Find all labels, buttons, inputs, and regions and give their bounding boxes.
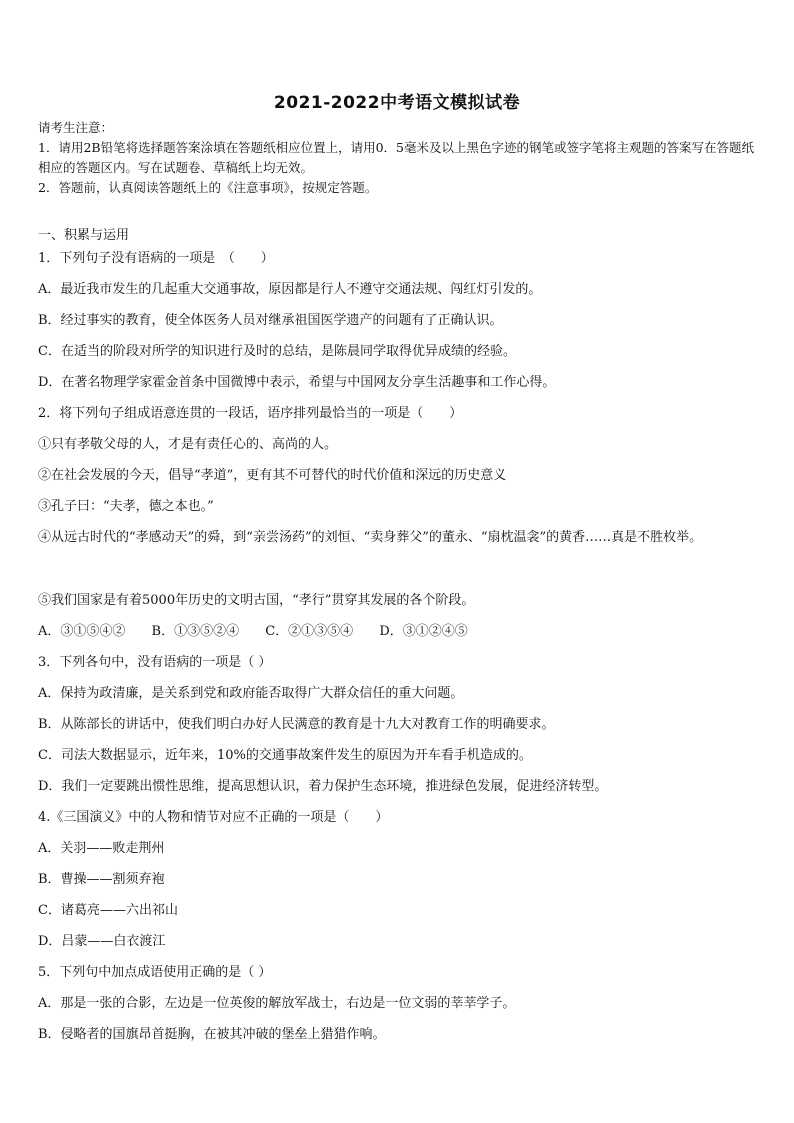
question-2-options xyxy=(38,622,762,642)
notice-item: 2．答题前，认真阅读答题纸上的《注意事项》，按规定答题。 xyxy=(38,180,378,195)
question-2-sentence-3: ③孔子曰：“夫孝，德之本也。” xyxy=(38,499,214,514)
question-3-option-c: C．司法大数据显示，近年来，10%的交通事故案件发生的原因为开车看手机造成的。 xyxy=(38,748,532,763)
question-4-option-b: B．曹操——割须弃袍 xyxy=(38,872,165,887)
question-4-option-d: D．吕蒙——白衣渡江 xyxy=(38,934,166,949)
question-5-option-b: B．侵略者的国旗昂首挺胸，在被其冲破的堡垒上猎猎作响。 xyxy=(38,1027,386,1042)
question-4-option-a: A．关羽——败走荆州 xyxy=(38,841,165,856)
section-heading: 一、积累与运用 xyxy=(38,228,130,243)
question-5-stem: 5．下列句中加点成语使用正确的是（ ） xyxy=(38,965,272,980)
question-2-stem: 2．将下列句子组成语意连贯的一段话，语序排列最恰当的一项是（ ） xyxy=(38,406,463,421)
question-3-stem: 3．下列各句中，没有语病的一项是（ ） xyxy=(38,655,272,670)
notice-block xyxy=(38,118,762,198)
question-2-option-b: B．①③⑤②④ xyxy=(151,624,240,639)
question-3-option-a: A．保持为政清廉，是关系到党和政府能否取得广大群众信任的重大问题。 xyxy=(38,686,464,701)
question-2-sentence-2: ②在社会发展的今天，倡导“孝道”，更有其不可替代的时代价值和深远的历史意义 xyxy=(38,468,507,483)
question-1-option-d: D．在著名物理学家霍金首条中国微博中表示，希望与中国网友分享生活趣事和工作心得。 xyxy=(38,375,556,390)
question-3-option-b: B．从陈部长的讲话中，使我们明白办好人民满意的教育是十九大对教育工作的明确要求。 xyxy=(38,717,555,732)
question-2-sentence-5: ⑤我们国家是有着5000年历史的文明古国，“孝行”贯穿其发展的各个阶段。 xyxy=(38,593,475,608)
notice-item: 1．请用2B铅笔将选择题答案涂填在答题纸相应位置上，请用0．5毫米及以上黑色字迹的钢笔或签字笔将主观题的答案写在答题纸相应的答题区内。写在试题卷、草稿纸上均无效。 xyxy=(38,140,754,175)
question-2-option-a: A．③①⑤④② xyxy=(38,624,126,639)
question-1-stem: 1．下列句子没有语病的一项是 （ ） xyxy=(38,251,274,266)
question-5-option-a: A．那是一张的合影，左边是一位英俊的解放军战士，右边是一位文弱的莘莘学子。 xyxy=(38,996,516,1011)
question-2-option-c: C．②①③⑤④ xyxy=(265,624,354,639)
question-1-option-a: A．最近我市发生的几起重大交通事故，原因都是行人不遵守交通法规、闯红灯引发的。 xyxy=(38,282,542,297)
question-1-option-b: B．经过事实的教育，使全体医务人员对继承祖国医学遗产的问题有了正确认识。 xyxy=(38,313,503,328)
question-1-option-c: C．在适当的阶段对所学的知识进行及时的总结，是陈晨同学取得优异成绩的经验。 xyxy=(38,344,516,359)
question-2-sentence-1: ①只有孝敬父母的人，才是有责任心的、高尚的人。 xyxy=(38,437,338,452)
question-2-sentence-4: ④从远古时代的“孝感动天”的舜，到“亲尝汤药”的刘恒、“卖身葬父”的董永、“扇枕温衾”的黄香……真是不胜枚举。 xyxy=(38,530,703,545)
question-4-stem: 4.《三国演义》中的人物和情节对应不正确的一项是（ ） xyxy=(38,810,389,825)
question-3-option-d: D．我们一定要跳出惯性思维，提高思想认识，着力保护生态环境，推进绿色发展，促进经济转型。 xyxy=(38,779,608,794)
notice-heading: 请考生注意： xyxy=(38,120,114,135)
page-title: 2021-2022中考语文模拟试卷 xyxy=(273,93,521,113)
question-4-option-c: C．诸葛亮——六出祁山 xyxy=(38,903,178,918)
question-2-option-d: D．③①②④⑤ xyxy=(379,624,468,639)
